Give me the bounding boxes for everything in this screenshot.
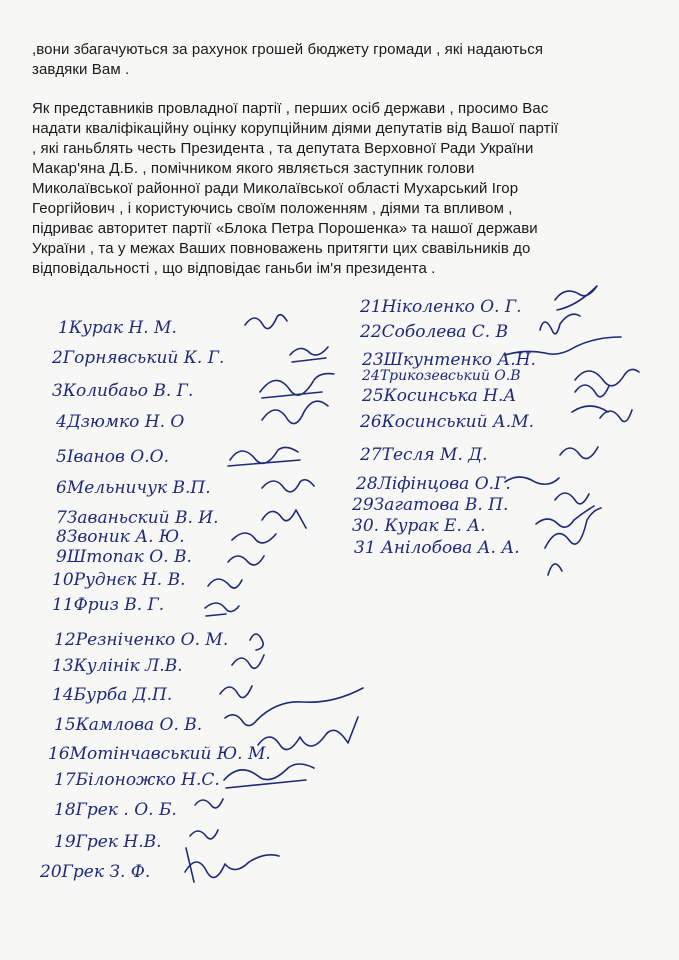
- signatory-name: 18Грек . О. Б.: [54, 800, 177, 820]
- signatory-name: 8Звоник А. Ю.: [56, 527, 185, 547]
- text-line: Миколаївської районної ради Миколаївської області Мухарський Ігор: [32, 180, 519, 197]
- signatory-name: 25Косинська Н.А: [362, 386, 517, 406]
- text-line: України , та у межах Ваших повноважень притягти цих свавільників до: [32, 240, 531, 257]
- signature: [572, 385, 609, 412]
- signatory-name: 12Резніченко О. М.: [54, 630, 229, 650]
- signatory-name: 23Шкунтенко А.Н.: [362, 350, 536, 370]
- signatory-name: 22Соболева С. В: [360, 322, 509, 342]
- signatory-name: 21Ніколенко О. Г.: [360, 297, 522, 317]
- signatory-name: 16Мотінчавський Ю. М.: [48, 744, 271, 764]
- signatory-name: 20Грек З. Ф.: [40, 862, 151, 882]
- text-line: відповідальності , що відповідає ганьби ім'я президента .: [32, 260, 436, 277]
- text-line: надати кваліфікаційну оцінку корупційним діями депутатів від Вашої партії: [32, 120, 559, 137]
- signature: [262, 401, 328, 423]
- signature: [228, 556, 264, 565]
- signature: [208, 579, 242, 588]
- signature: [225, 688, 363, 726]
- signature: [545, 508, 601, 575]
- text-line: підриває авторитет партії «Блока Петра Порошенка» та нашої держави: [32, 220, 538, 237]
- text-line: , які ганьблять честь Президента , та депутата Верховної Ради України: [32, 140, 534, 157]
- signature: [195, 799, 223, 808]
- signature: [220, 686, 252, 698]
- signature: [560, 447, 598, 459]
- text-line: Георгійович , і користуючись своїм положенням , діями та впливом ,: [32, 200, 513, 217]
- signature: [505, 477, 559, 484]
- signature: [555, 493, 589, 504]
- signature: [224, 764, 314, 788]
- signatory-name: 13Кулінік Л.В.: [52, 656, 183, 676]
- signatory-name: 3Колибаьо В. Г.: [52, 381, 194, 401]
- signature: [232, 655, 264, 668]
- signature: [290, 347, 328, 362]
- signature: [245, 315, 287, 329]
- signatory-name: 6Мельничук В.П.: [56, 478, 211, 498]
- signatory-name: 9Штопак О. В.: [56, 547, 192, 567]
- text-line: ,вони збагачуються за рахунок грошей бюджету громади , які надаються: [32, 41, 544, 58]
- text-line: завдяки Вам .: [32, 61, 130, 78]
- signature: [258, 717, 358, 750]
- signature: [185, 848, 279, 882]
- signatory-name: 24Трикозевський О.В: [362, 368, 521, 384]
- signatory-name: 11Фриз В. Г.: [52, 595, 165, 615]
- signature: [250, 634, 263, 650]
- signatory-name: 1Курак Н. М.: [58, 318, 177, 338]
- signatory-name: 31 Анілобова А. А.: [354, 538, 520, 558]
- signature: [205, 603, 239, 616]
- signature: [575, 369, 639, 385]
- signatory-name: 30. Курак Е. А.: [352, 516, 486, 536]
- signature: [505, 337, 621, 355]
- signatory-name: 27Тесля М. Д.: [360, 445, 488, 465]
- signatory-name: 10Руднєк Н. В.: [52, 570, 186, 590]
- signatory-name: 29Загатова В. П.: [352, 495, 509, 515]
- signatory-name: 17Білоножко Н.С.: [54, 770, 220, 790]
- signature: [260, 374, 334, 398]
- text-line: Як представників провладної партії , перших осіб держави , просимо Вас: [32, 100, 549, 117]
- signature: [228, 447, 300, 466]
- signatory-name: 4Дзюмко Н. О: [56, 412, 185, 432]
- signatory-name: 7Заваньский В. И.: [56, 508, 219, 528]
- signature: [262, 480, 314, 492]
- signature: [540, 314, 580, 334]
- signatory-name: 2Горнявський К. Г.: [52, 348, 225, 368]
- signature: [555, 286, 597, 310]
- signature: [600, 410, 632, 422]
- signatory-name: 5Іванов О.О.: [56, 447, 169, 467]
- signature: [232, 533, 276, 543]
- signature: [190, 830, 218, 839]
- signatory-name: 15Камлова О. В.: [54, 715, 203, 735]
- signatory-name: 26Косинський А.М.: [360, 412, 535, 432]
- signatory-name: 28Ліфінцова О.Г.: [356, 474, 511, 494]
- signatory-name: 14Бурба Д.П.: [52, 685, 173, 705]
- signatory-name: 19Грек Н.В.: [54, 832, 162, 852]
- signature: [262, 510, 306, 528]
- text-line: Макар'яна Д.Б. , помічником якого являється заступник голови: [32, 160, 475, 177]
